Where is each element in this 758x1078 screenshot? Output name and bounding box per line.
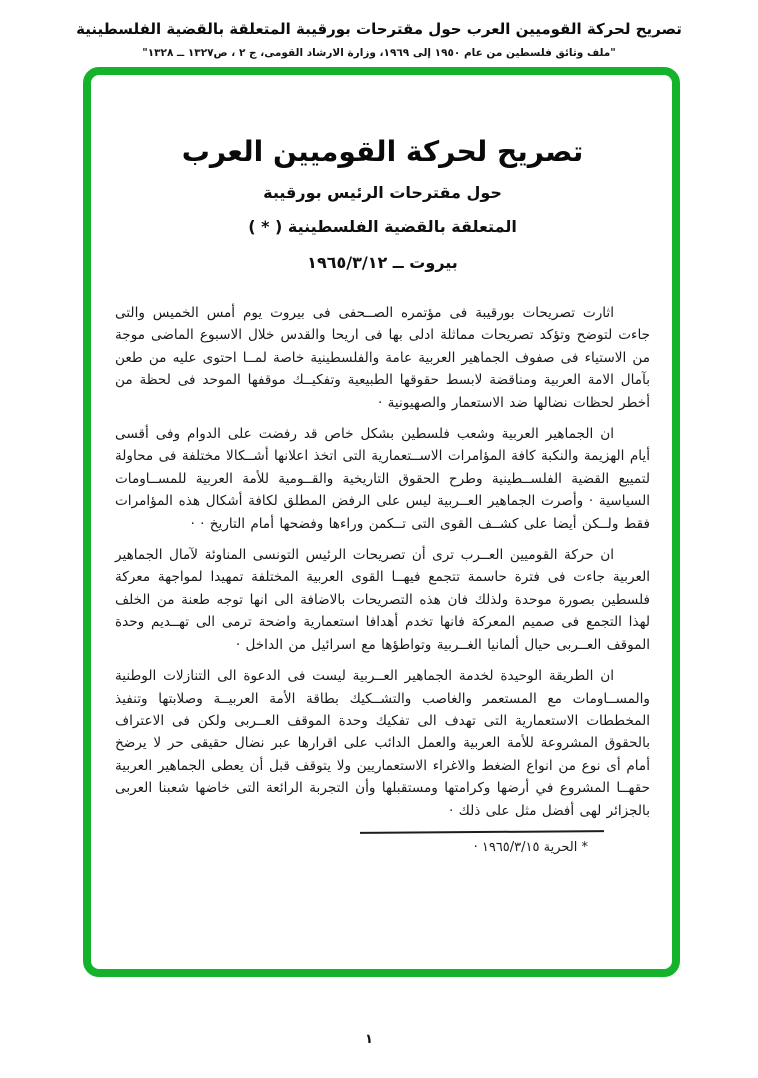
footnote: * الحرية ١٩٦٥/٣/١٥ · — [473, 839, 588, 855]
document-body — [115, 302, 650, 822]
paragraph-2: ان الجماهير العربية وشعب فلسطين بشكل خاص قد رفضت على الدوام وفى أقسى أيام الهزيمة والنكبة كافة المؤامرات الاســتعمارية التى اتخذ اعلانها أشــكالا مختلفة فى محاولة لتمييع القضية الفلســطينية وطرح الحقوق التاريخية والقــومية للأمة العربية للمســاومات السياسية · وأصرت الجماهير العــربية ليس على الرفض المطلق لكافة أشكال هذه المؤامرات فقط ولــكن أيضا على كشــف القوى التى تــكمن وراءها وفضحها أمام التاريخ · · — [115, 426, 650, 532]
header-source-citation: "ملف وثائق فلسطين من عام ١٩٥٠ إلى ١٩٦٩، وزارة الارشاد القومى، ج ٢ ، ص١٣٢٧ ــ ١٣٢٨" — [142, 47, 616, 59]
header-title: تصريح لحركة القوميين العرب حول مقترحات بورقيبة المتعلقة بالقضية الفلسطينية — [76, 20, 682, 38]
paragraph-3: ان حركة القوميين العــرب ترى أن تصريحات الرئيس التونسى المناوئة لآمال الجماهير العربية جاءت فى فترة حاسمة تتجمع فيهــا القوى العربية المختلفة تمهيدا لمواجهة معركة فلسطين بصورة موحدة ولذلك فان هذه التصريحات بالاضافة الى انها توجه طعنة من الخلف لهذا التجمع فى صميم المعركة فانها تخدم أهدافا استعمارية واضحة ترمى الى تهــديم وحدة الموقف العــربى حيال ألمانيا الغــربية وتواطؤها مع اسرائيل من الداخل · — [115, 547, 650, 653]
paragraph-4: ان الطريقة الوحيدة لخدمة الجماهير العــربية ليست فى الدعوة الى التنازلات الوطنية والمســاومات مع المستعمر والغاصب والتشــكيك بطاقة الأمة العربيــة وصلابتها وتنفيذ المخططات الاستعمارية التى تهدف الى تفكيك وحدة الموقف العــربى ولكن فى الاعتراف بالحقوق المشروعة للأمة العربية والعمل الدائب على اقرارها عبر نضال حقيقى حر لا يرضخ أمام أى نوع من انواع الضغط والاغراء الاستعماريين ولا يتوقف قبل أن يعطى الجماهير العربية حقهــا المشروع في أرضها وكرامتها ومستقبلها وأن التجربة الرائعة التى خاضها شعبنا العربى بالجزائر لهى أفضل مثل على ذلك · — [115, 668, 650, 819]
document-dateline: بيروت ــ ١٩٦٥/٣/١٢ — [307, 253, 458, 272]
page-header — [0, 0, 758, 59]
footnote-separator-rule — [360, 830, 604, 834]
paragraph-1: اثارت تصريحات بورقيبة فى مؤتمره الصــحفى فى بيروت يوم أمس الخميس والتى جاءت لتوضح وتؤكد تصريحات مماثلة ادلى بها فى اريحا والقدس خلال الاسبوع الماضى موجة من الاستياء فى صفوف الجماهير العربية عامة والفلسطينية خاصة لمــا احتوى عليه من طعن بآمال الامة العربية ومناقضة لابسط حقوقها الطبيعية وتفكيــك موقفها الموحد فى لحظة من أخطر لحظات نضالها ضد الاستعمار والصهيونية · — [115, 305, 650, 411]
document-subtitle-topic: حول مقترحات الرئيس بورقيبة — [263, 183, 502, 202]
page-number: ١ — [365, 1032, 373, 1047]
document-frame — [83, 67, 680, 977]
document-title: تصريح لحركة القوميين العرب — [181, 135, 584, 168]
document-subtitle-subject: المتعلقة بالقضية الفلسطينية ( * ) — [248, 217, 517, 236]
